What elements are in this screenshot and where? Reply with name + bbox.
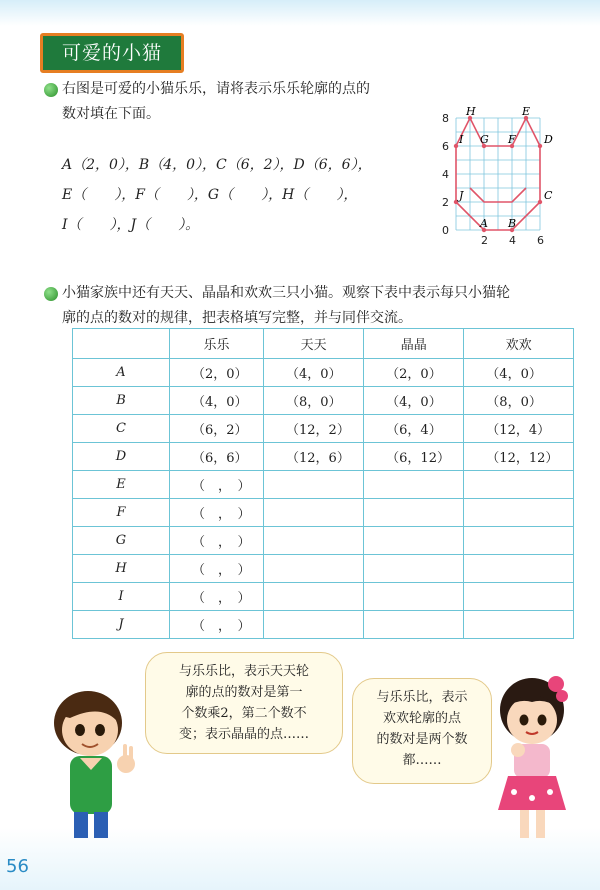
table-row <box>73 359 574 387</box>
y-tick-label: 6 <box>442 140 449 153</box>
girl-character-illustration <box>490 670 580 850</box>
table-cell <box>364 611 464 639</box>
table-cell <box>264 499 364 527</box>
table-cell: （12，12） <box>464 443 574 471</box>
y-tick-label: 4 <box>442 168 449 181</box>
section2-text-line2: 廓的点的数对的规律，把表格填写完整，并与同伴交流。 <box>62 310 412 326</box>
table-cell: （4，0） <box>170 387 264 415</box>
row-label-cell: A <box>73 359 170 387</box>
coords-line2: E（ ），F（ ），G（ ），H（ ）， <box>62 187 358 203</box>
table-cell <box>464 555 574 583</box>
bubble-line: 与乐乐比，表示天天轮 <box>178 664 309 679</box>
boy-character-illustration <box>40 678 155 848</box>
point-label: F <box>508 133 516 146</box>
table-cell: （6，4） <box>364 415 464 443</box>
grid-point <box>454 144 458 148</box>
point-label: E <box>522 105 531 118</box>
x-tick-label: 4 <box>509 234 516 247</box>
row-label-cell: J <box>73 611 170 639</box>
section2-text-line1: 小猫家族中还有天天、晶晶和欢欢三只小猫。观察下表中表示每只小猫轮 <box>62 285 510 301</box>
row-label-cell: G <box>73 527 170 555</box>
point-label: C <box>544 189 553 202</box>
table-cell: （ ， ） <box>170 471 264 499</box>
table-cell: （4，0） <box>264 359 364 387</box>
table-cell <box>364 555 464 583</box>
table-cell: （ ， ） <box>170 499 264 527</box>
x-tick-label: 6 <box>537 234 544 247</box>
table-cell: （4，0） <box>464 359 574 387</box>
bullet-icon <box>44 83 58 97</box>
table-cell <box>464 611 574 639</box>
table-cell <box>264 527 364 555</box>
table-cell: （12，6） <box>264 443 364 471</box>
point-label: J <box>459 189 464 202</box>
table-cell <box>464 499 574 527</box>
table-cell: （8，0） <box>264 387 364 415</box>
table-cell: （4，0） <box>364 387 464 415</box>
grid-point <box>538 200 542 204</box>
table-cell <box>264 583 364 611</box>
point-label: G <box>480 133 489 146</box>
table-cell: （ ， ） <box>170 583 264 611</box>
coords-line3: I（ ），J（ ）。 <box>62 217 200 233</box>
row-label-cell: F <box>73 499 170 527</box>
table-row <box>73 611 574 639</box>
table-cell <box>364 471 464 499</box>
table-cell: （8，0） <box>464 387 574 415</box>
table-cell <box>464 471 574 499</box>
bubble-line: 与乐乐比，表示 <box>376 690 468 705</box>
section1-text-line2: 数对填在下面。 <box>62 106 160 122</box>
table-cell: （12，2） <box>264 415 364 443</box>
girl-speech-bubble <box>352 678 492 784</box>
cat-coordinates-table <box>72 328 574 639</box>
y-tick-label: 2 <box>442 196 449 209</box>
row-label-cell: I <box>73 583 170 611</box>
point-label: D <box>544 133 553 146</box>
point-label: B <box>508 217 517 230</box>
boy-speech-bubble <box>145 652 343 754</box>
bubble-line: 个数乘2，第二个数不 <box>181 706 307 721</box>
coords-line1: A（2，0），B（4，0），C（6，2），D（6，6）， <box>62 157 372 173</box>
y-tick-label: 8 <box>442 112 449 125</box>
table-cell <box>364 499 464 527</box>
bubble-line: 变；表示晶晶的点…… <box>178 727 309 742</box>
table-cell <box>264 611 364 639</box>
cat-coordinate-grid <box>428 98 563 248</box>
table-row <box>73 443 574 471</box>
coordinate-answers <box>62 150 372 240</box>
table-row <box>73 471 574 499</box>
table-cell: （6，12） <box>364 443 464 471</box>
header-cell: 晶晶 <box>364 329 464 359</box>
table-cell: （2，0） <box>364 359 464 387</box>
table-cell <box>364 527 464 555</box>
table-header-row <box>73 329 574 359</box>
point-label: H <box>466 105 476 118</box>
row-label-cell: E <box>73 471 170 499</box>
y-tick-label: 0 <box>442 224 449 237</box>
header-cell <box>73 329 170 359</box>
x-tick-label: 2 <box>481 234 488 247</box>
bubble-line: 都…… <box>402 753 442 768</box>
bubble-line: 的数对是两个数 <box>376 732 468 747</box>
table-cell: （2，0） <box>170 359 264 387</box>
table-row <box>73 387 574 415</box>
row-label-cell: D <box>73 443 170 471</box>
bubble-line: 廓的点的数对是第一 <box>185 685 303 700</box>
table-row <box>73 415 574 443</box>
table-cell: （ ， ） <box>170 527 264 555</box>
table-cell: （ ， ） <box>170 555 264 583</box>
header-cell: 乐乐 <box>170 329 264 359</box>
table-cell: （ ， ） <box>170 611 264 639</box>
grid-point <box>454 200 458 204</box>
table-row <box>73 555 574 583</box>
table-row <box>73 583 574 611</box>
section1-text-line1: 右图是可爱的小猫乐乐，请将表示乐乐轮廓的点的 <box>62 81 370 97</box>
table-row <box>73 527 574 555</box>
bubble-line: 欢欢轮廓的点 <box>382 711 461 726</box>
row-label-cell: B <box>73 387 170 415</box>
table-cell: （6，2） <box>170 415 264 443</box>
top-band <box>0 0 600 26</box>
point-label: I <box>459 133 464 146</box>
table-cell <box>464 583 574 611</box>
table-row <box>73 499 574 527</box>
lesson-title: 可爱的小猫 <box>40 33 184 73</box>
header-cell: 欢欢 <box>464 329 574 359</box>
table-cell <box>464 527 574 555</box>
row-label-cell: C <box>73 415 170 443</box>
table-cell <box>264 471 364 499</box>
table-cell: （12，4） <box>464 415 574 443</box>
table-cell <box>264 555 364 583</box>
table-cell <box>364 583 464 611</box>
point-label: A <box>480 217 488 230</box>
bullet-icon <box>44 287 58 301</box>
row-label-cell: H <box>73 555 170 583</box>
page-number: 56 <box>6 856 29 877</box>
grid-point <box>538 144 542 148</box>
table-cell: （6，6） <box>170 443 264 471</box>
header-cell: 天天 <box>264 329 364 359</box>
